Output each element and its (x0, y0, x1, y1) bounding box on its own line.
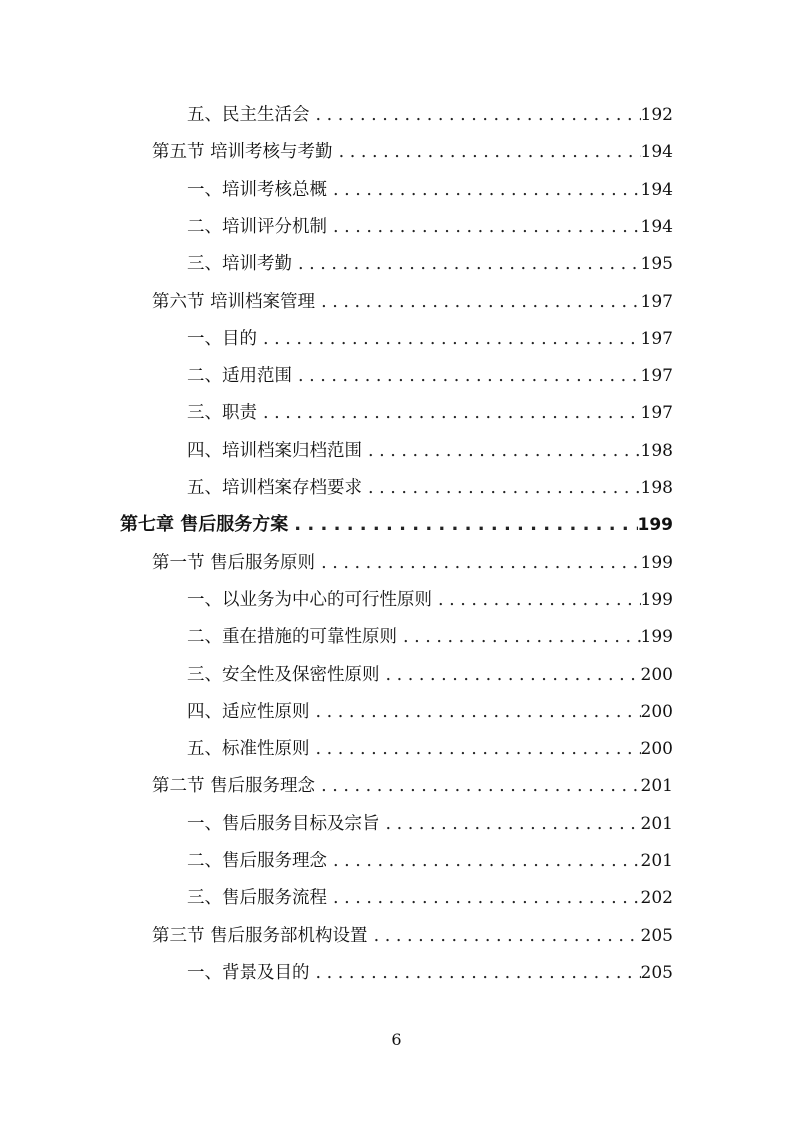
toc-entry-title: 三、售后服务流程 (187, 888, 327, 909)
toc-entry[interactable] (187, 175, 673, 205)
dot-leader (432, 585, 641, 615)
toc-entry-title: 第三节 售后服务部机构设置 (152, 925, 368, 946)
toc-entry-title: 五、民主生活会 (187, 105, 310, 125)
dot-leader (310, 697, 641, 727)
dot-leader (397, 622, 641, 652)
toc-entry[interactable] (187, 398, 673, 428)
toc-entry[interactable] (152, 771, 673, 801)
dot-leader (257, 398, 641, 428)
dot-leader (257, 324, 641, 354)
dot-leader (327, 883, 641, 913)
dot-leader (310, 958, 641, 988)
dot-leader (380, 660, 641, 690)
dot-leader (380, 809, 641, 839)
toc-entry-page: 194 (640, 179, 673, 200)
toc-entry-page: 202 (640, 888, 673, 909)
toc-entry[interactable] (187, 958, 673, 988)
toc-entry-title: 第二节 售后服务理念 (152, 776, 316, 797)
toc-entry-page: 200 (640, 739, 673, 760)
dot-leader (315, 548, 640, 578)
toc-entry-title: 二、售后服务理念 (187, 851, 327, 871)
toc-entry-page: 194 (640, 142, 673, 163)
page-number: 6 (391, 1030, 402, 1049)
toc-entry[interactable] (187, 622, 673, 652)
toc-entry-page: 199 (640, 589, 673, 610)
toc-entry[interactable] (187, 473, 673, 503)
toc-entry-title: 五、培训档案存档要求 (187, 478, 362, 498)
toc-entry-page: 199 (640, 627, 673, 648)
toc-entry[interactable] (187, 585, 673, 615)
toc-entry-title: 一、背景及目的 (187, 962, 310, 983)
toc-entry-title: 一、以业务为中心的可行性原则 (187, 589, 432, 610)
dot-leader (315, 771, 640, 801)
toc-entry-page: 199 (637, 515, 673, 536)
toc-entry-page: 200 (640, 701, 673, 722)
dot-leader (327, 846, 641, 876)
dot-leader (292, 249, 641, 279)
toc-entry[interactable] (187, 660, 673, 690)
toc-entry-page: 194 (640, 216, 673, 237)
toc-entry[interactable] (120, 510, 673, 540)
toc-entry[interactable] (152, 548, 673, 578)
toc-entry-title: 一、售后服务目标及宗旨 (187, 813, 380, 834)
toc-entry-page: 198 (640, 440, 673, 461)
toc-entry[interactable] (152, 287, 673, 317)
toc-entry[interactable] (187, 883, 673, 913)
toc-entry[interactable] (152, 137, 673, 167)
dot-leader (362, 436, 641, 466)
toc-entry[interactable] (187, 697, 673, 727)
dot-leader (333, 137, 641, 167)
toc-entry-title: 三、职责 (187, 403, 257, 424)
toc-entry-page: 195 (640, 254, 673, 275)
dot-leader (362, 473, 641, 503)
toc-entry-title: 五、标准性原则 (187, 739, 310, 760)
toc-entry-title: 四、培训档案归档范围 (187, 440, 362, 461)
toc-entry-title: 一、目的 (187, 328, 257, 349)
toc-entry[interactable] (187, 436, 673, 466)
toc-entry-page: 192 (640, 105, 673, 125)
toc-entry[interactable] (187, 809, 673, 839)
dot-leader (368, 921, 641, 951)
toc-entry[interactable] (152, 921, 673, 951)
toc-entry[interactable] (187, 212, 673, 242)
dot-leader (292, 361, 641, 391)
toc-entry-page: 201 (640, 851, 673, 871)
toc-entry-page: 201 (640, 776, 673, 797)
toc-entry-title: 第五节 培训考核与考勤 (152, 142, 333, 163)
toc-entry-page: 205 (640, 962, 673, 983)
toc-entry[interactable] (187, 249, 673, 279)
toc-entry-title: 四、适应性原则 (187, 701, 310, 722)
toc-entry[interactable] (187, 734, 673, 764)
toc-entry[interactable] (187, 100, 673, 130)
toc-entry-page: 198 (640, 478, 673, 498)
toc-entry-page: 205 (640, 925, 673, 946)
toc-entry-page: 197 (640, 403, 673, 424)
toc-entry-title: 第七章 售后服务方案 (120, 514, 289, 536)
dot-leader (327, 212, 641, 242)
toc-entry-title: 三、培训考勤 (187, 254, 292, 275)
toc-entry-title: 二、适用范围 (187, 366, 292, 387)
toc-entry[interactable] (187, 361, 673, 391)
dot-leader (327, 175, 641, 205)
dot-leader (315, 287, 640, 317)
toc-entry[interactable] (187, 324, 673, 354)
toc-entry-page: 197 (640, 328, 673, 349)
toc-entry-page: 201 (640, 813, 673, 834)
toc-entry-page: 197 (640, 291, 673, 312)
toc-entry[interactable] (187, 846, 673, 876)
toc-entry-page: 199 (640, 552, 673, 573)
dot-leader (310, 734, 641, 764)
toc-entry-title: 第一节 售后服务原则 (152, 552, 316, 573)
toc-entry-title: 二、培训评分机制 (187, 216, 327, 237)
toc-entry-page: 197 (640, 366, 673, 387)
toc-entry-title: 一、培训考核总概 (187, 179, 327, 200)
toc-entry-title: 二、重在措施的可靠性原则 (187, 627, 397, 648)
toc-entry-title: 第六节 培训档案管理 (152, 291, 316, 312)
toc-entry-title: 三、安全性及保密性原则 (187, 664, 380, 685)
dot-leader (310, 100, 641, 130)
toc-entry-page: 200 (640, 664, 673, 685)
dot-leader (288, 510, 637, 540)
